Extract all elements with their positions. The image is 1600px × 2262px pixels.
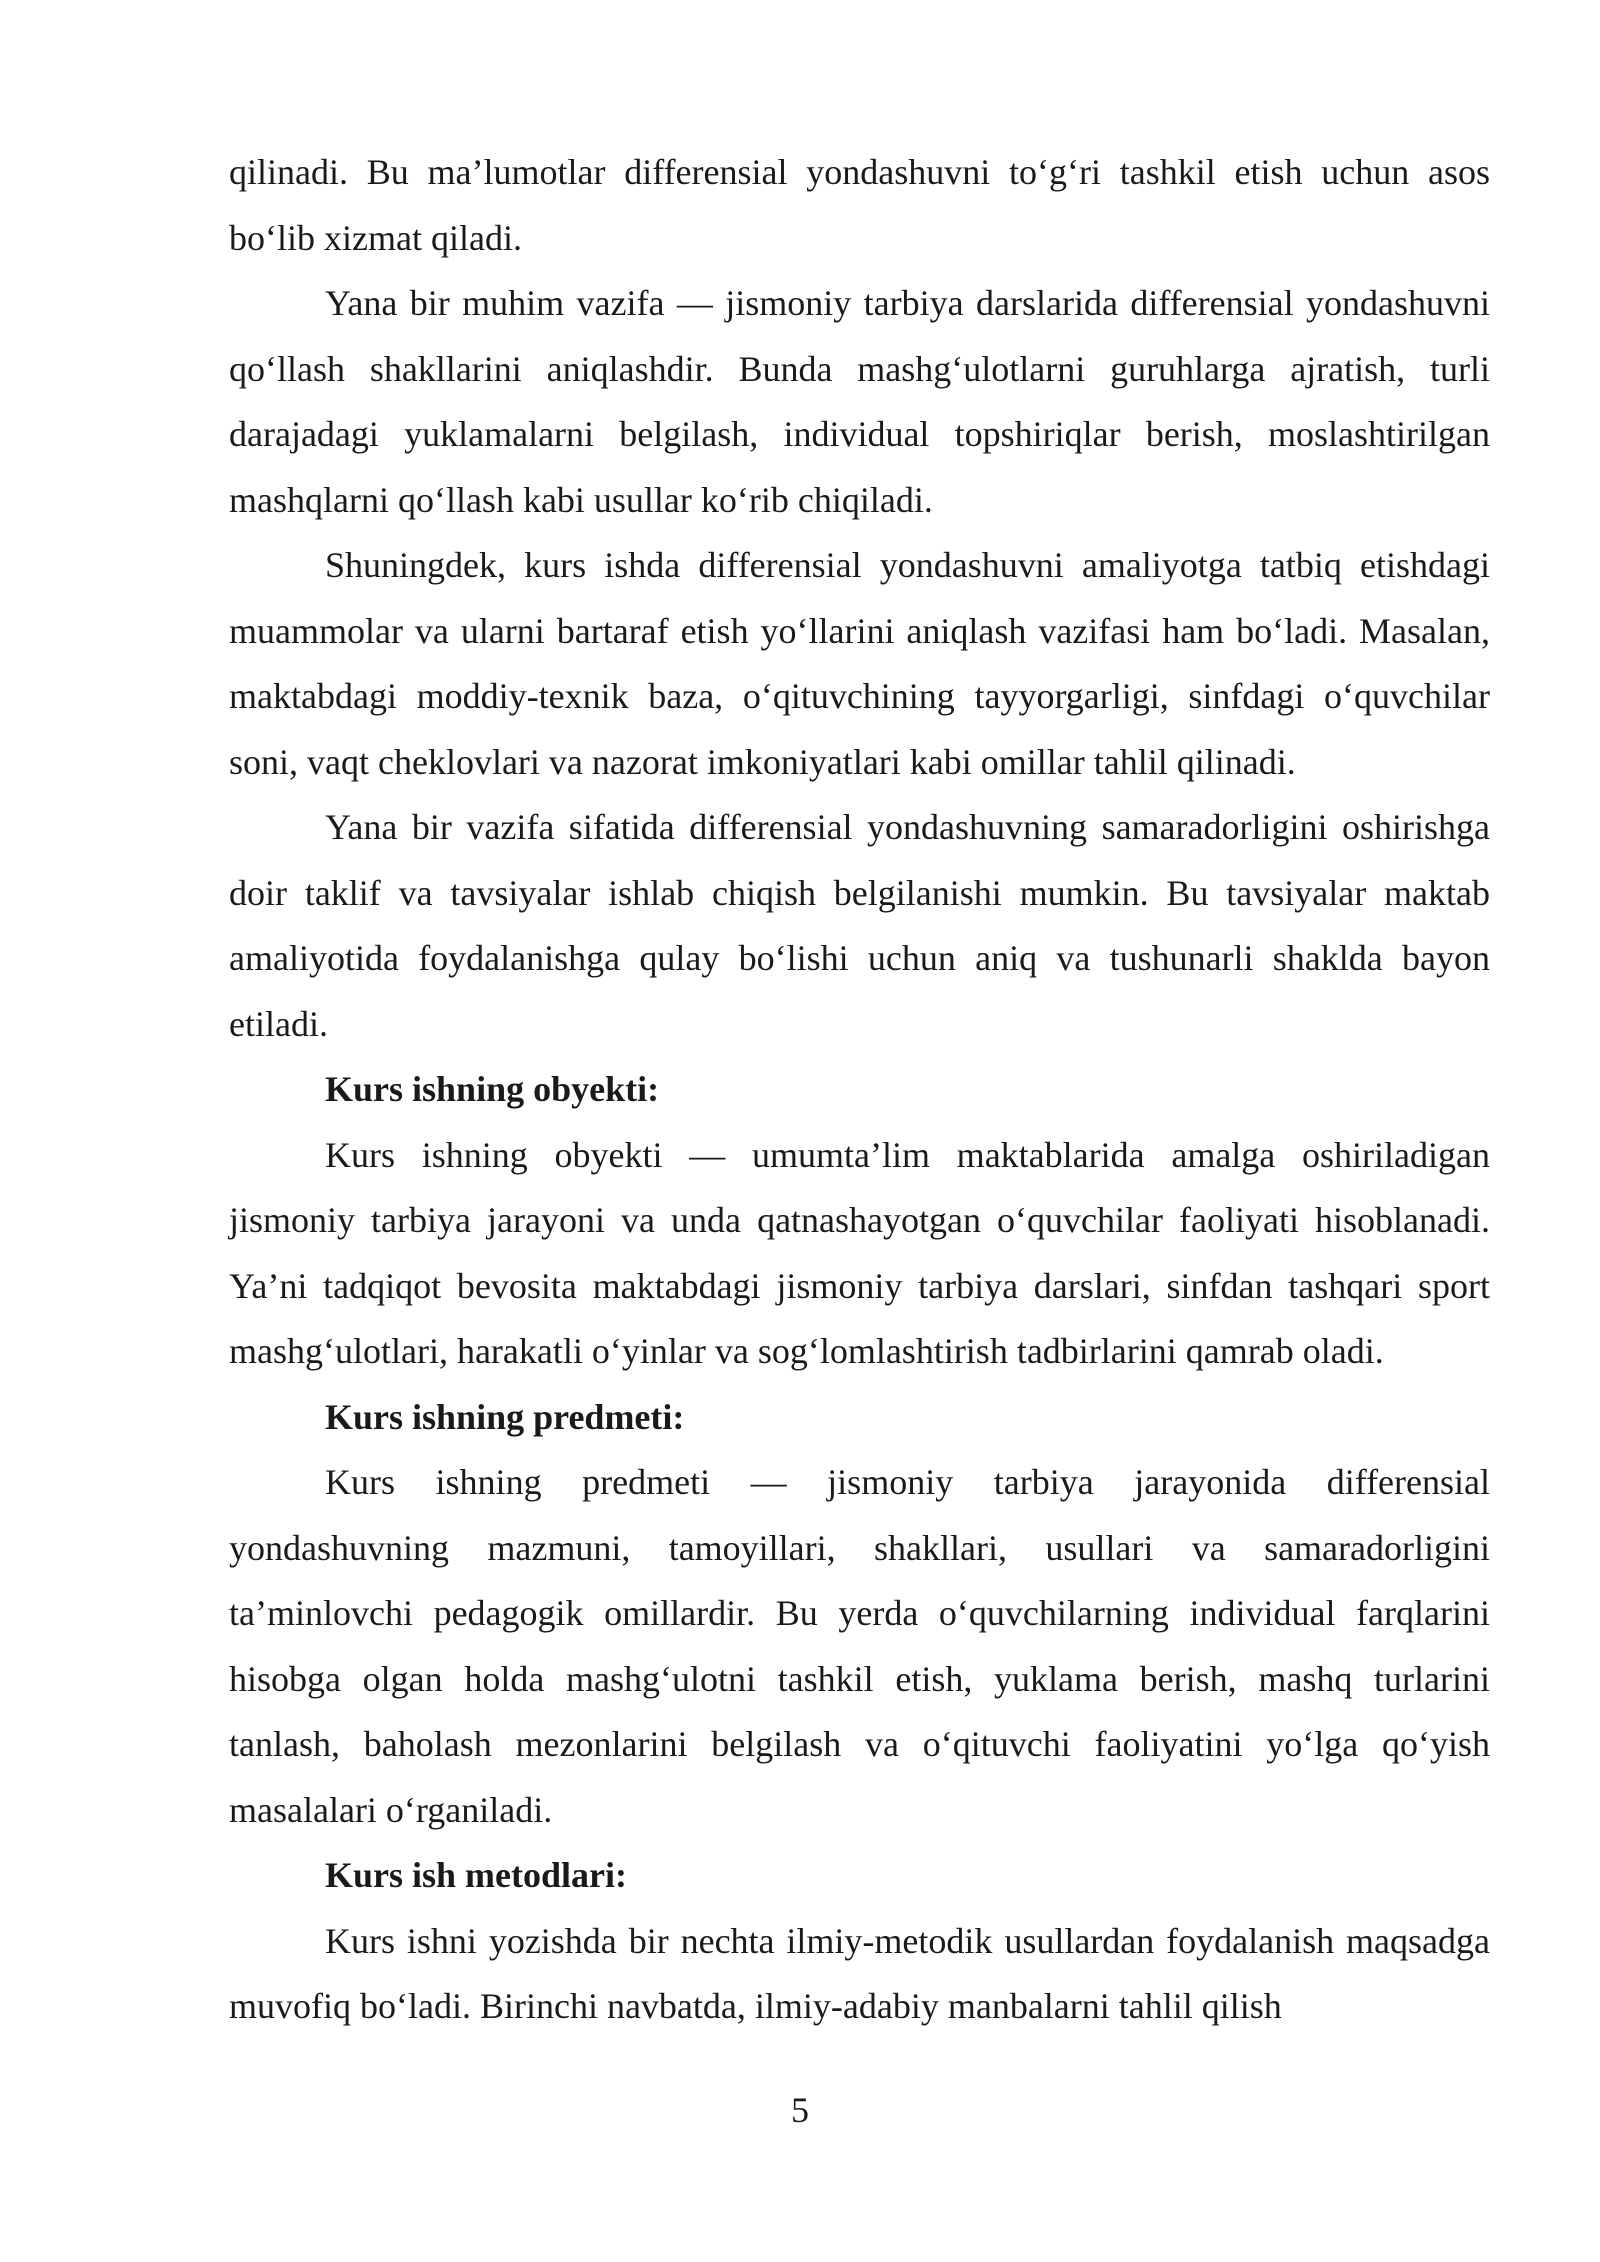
paragraph-task-problems: Shuningdek, kurs ishda differensial yondashuvni amaliyotga tatbiq etishdagi muammolar va ularni bartaraf etish yo‘llarini aniqlash vazifasi ham bo‘ladi. Masalan, maktabdagi moddiy-texnik baza, o‘qituvchining tayyorgarligi, sinfdagi o‘quvchilar soni, vaqt cheklovlari va nazorat imkoniyatlari kabi omillar tahlil qilinadi. xyxy=(229,545,1490,782)
paragraph-object: Kurs ishning obyekti — umumta’lim maktablarida amalga oshiriladigan jismoniy tarbiya jarayoni va unda qatnashayotgan o‘quvchilar faoliyati hisoblanadi. Ya’ni tadqiqot bevosita maktabdagi jismoniy tarbiya darslari, sinfdan tashqari sport mashg‘ulotlari, harakatli o‘yinlar va sog‘lomlashtirish tadbirlarini qamrab oladi. xyxy=(229,1134,1490,1371)
heading-methods: Kurs ish metodlari: xyxy=(325,1855,627,1895)
paragraph-task-recommendations: Yana bir vazifa sifatida differensial yondashuvning samaradorligini oshirishga doir taklif va tavsiyalar ishlab chiqish belgilanishi mumkin. Bu tavsiyalar maktab amaliyotida foydalanishga qulay bo‘lishi uchun aniq va tushunarli shaklda bayon etiladi. xyxy=(229,807,1490,1044)
paragraph-subject: Kurs ishning predmeti — jismoniy tarbiya jarayonida differensial yondashuvning mazmuni, tamoyillari, shakllari, usullari va samaradorligini ta’minlovchi pedagogik omillardir. Bu yerda o‘quvchilarning individual farqlarini hisobga olgan holda mashg‘ulotni tashkil etish, yuklama berish, mashq turlarini tanlash, baholash mezonlarini belgilash va o‘qituvchi faoliyatini yo‘lga qo‘yish masalalari o‘rganiladi. xyxy=(229,1462,1490,1830)
page-number: 5 xyxy=(791,2090,809,2130)
document-body xyxy=(229,140,1490,2040)
heading-object: Kurs ishning obyekti: xyxy=(325,1069,660,1109)
paragraph-methods: Kurs ishni yozishda bir nechta ilmiy-metodik usullardan foydalanish maqsadga muvofiq bo‘ladi. Birinchi navbatda, ilmiy-adabiy manbalarni tahlil qilish xyxy=(229,1920,1490,2026)
paragraph-task-forms: Yana bir muhim vazifa — jismoniy tarbiya darslarida differensial yondashuvni qo‘llash shakllarini aniqlashdir. Bunda mashg‘ulotlarni guruhlarga ajratish, turli darajadagi yuklamalarni belgilash, individual topshiriqlar berish, moslashtirilgan mashqlarni qo‘llash kabi usullar ko‘rib chiqiladi. xyxy=(229,283,1490,520)
paragraph-continuation: qilinadi. Bu ma’lumotlar differensial yondashuvni to‘g‘ri tashkil etish uchun asos bo‘lib xizmat qiladi. xyxy=(229,152,1490,258)
heading-subject: Kurs ishning predmeti: xyxy=(325,1396,685,1437)
